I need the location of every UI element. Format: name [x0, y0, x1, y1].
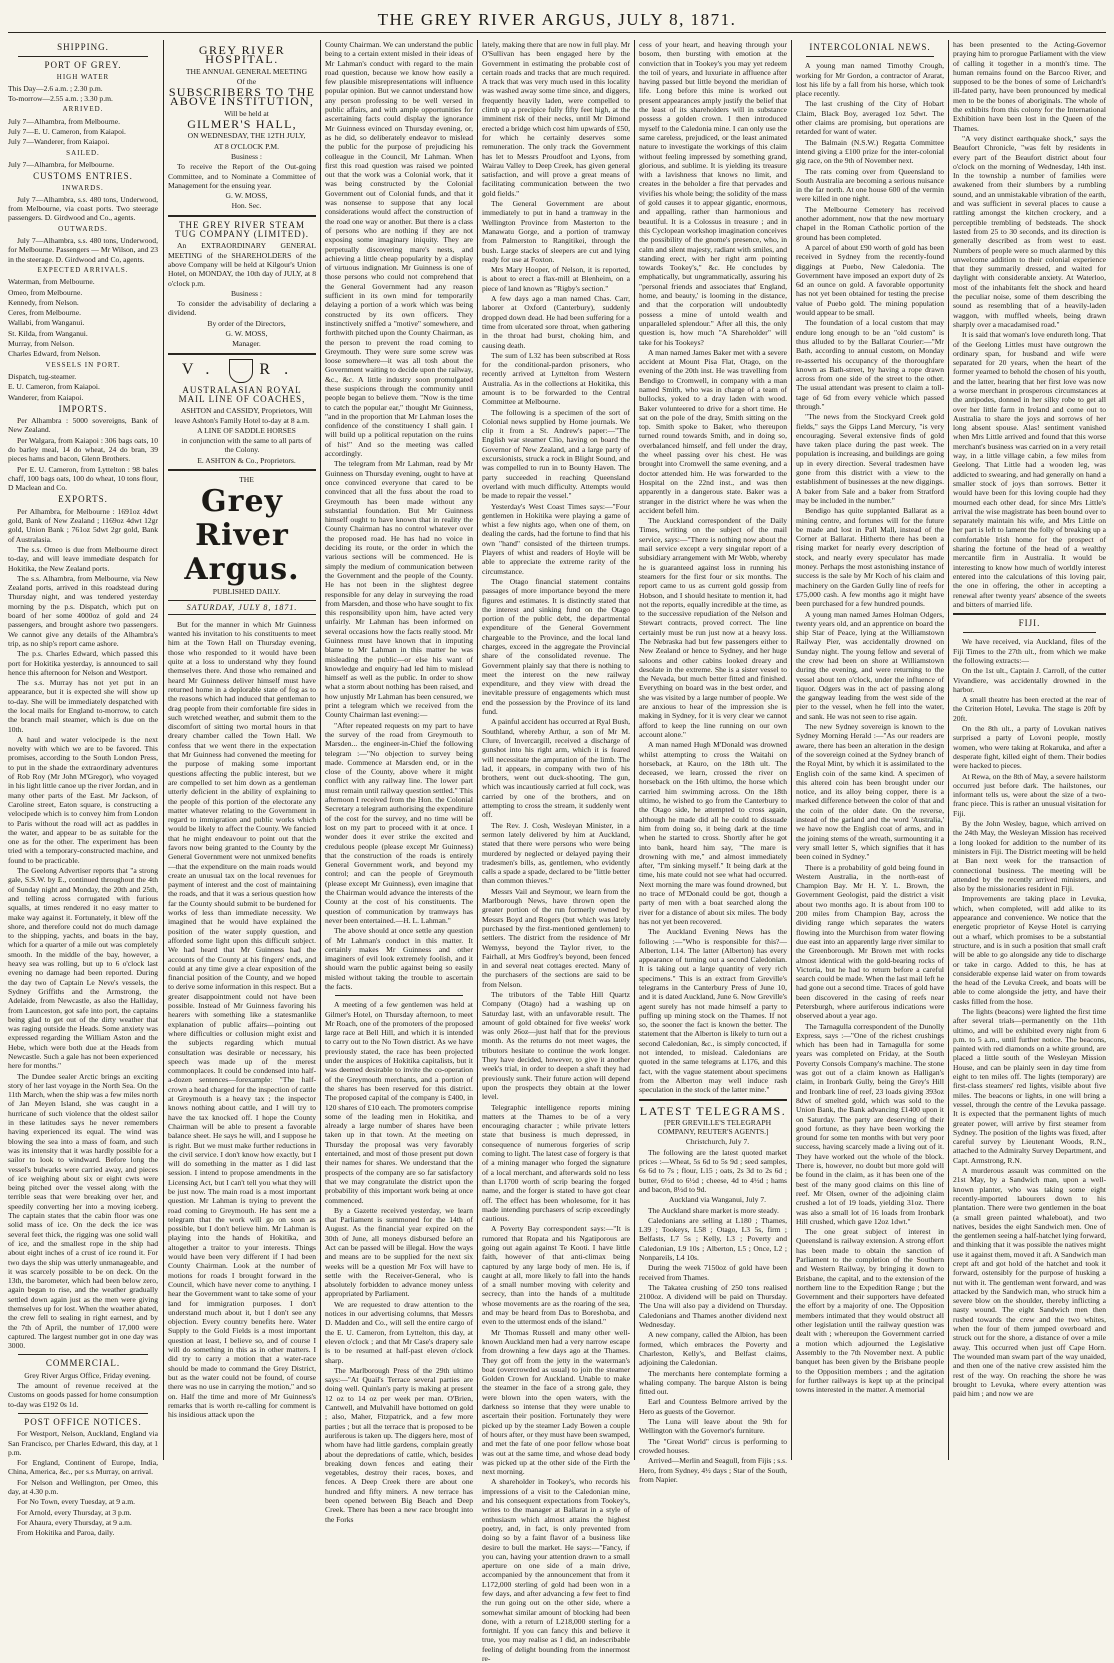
- list-item: For Arnold, every Thursday, at 3 p.m.: [17, 1507, 132, 1517]
- paragraph: The Auckland share market is more steady.: [648, 1205, 779, 1215]
- subheading-expected: EXPECTED ARRIVALS.: [37, 265, 129, 274]
- list-item: This Day—2.6 a.m. ; 2.30 p.m.: [8, 83, 103, 93]
- paragraph: A meeting of a few gentlemen was held at Gilmer's Hotel, on Thursday afternoon, to meet Mr Roach, one of the promoters of the proposed large race at Bell Hill, and which it is intended to carry out to the No Town district. As we have previously stated, the race has been projected under the auspices of Hokitika capitalists, but it was deemed desirable to invite the co-operation of the Greymouth merchants, and a portion of the shares has been reserved for this district. The proposed capital of the company is £400, in 120 shares of £10 each. The promoters comprise some of the leading men in Hokitika, and already a large number of shares have been taken up in that town. At the meeting on Thursday the proposal was very favorably entertained, and most of those present put down their names for shares. We understand that the prospects of the company are so far satisfactory that we may congratulate the district upon the probability of this important work being at once commenced.: [325, 1000, 473, 1205]
- list-item: For Ahaura, every Thursday, at 9 a.m.: [17, 1517, 132, 1527]
- paragraph: The Auckland Evening News has the following :—"Who is responsible for this?—Alberton, L14. The latter (Alberton) has every appearance of turning out a second Caledonian. It is taking out a large quantity of very rich specimens." This is an extract from Greville's telegrams in the Canterbury Press of June 10, and it is dated Auckland, June 6. Now Greville's agent surely has not made himself a party to puffing up mining stock on the Thames. If not so, the sooner the fact is known the better. The statement that the Alberton is likely to turn out a second Caledonian, &c., is simply concocted, if not intended, to mislead. Caledonians are quoted in the same telegrams at L176, and this fact, with the vague statement about specimens from the Alberton may well induce rash speculation in the stock of the latter mine.": [639, 927, 787, 1095]
- paragraph: A young man named Timothy Crough, working for Mr Gordon, a contractor of Ararat, lost his life by a fall from his horse, which took place recently.: [796, 61, 944, 99]
- advert-line: in conjunction with the same to all parts of the Colony.: [181, 436, 312, 455]
- paper-date: SATURDAY, JULY 8, 1871.: [168, 600, 316, 615]
- divider: [639, 1099, 787, 1101]
- masthead-title: THE GREY RIVER ARGUS, JULY 8, 1871.: [377, 10, 737, 29]
- paragraph: Mrs Mary Hooper, of Nelson, it is reported, is about to erect a flax-mill at Blenheim, on a piece of land known as "Rigby's section.": [482, 265, 630, 293]
- paragraph: Per Walgara, from Kaiapoi : 306 bags oats, 10 do barley meal, 14 do wheat, 24 do bran, 39 pieces hams and bacon, Glenn Brothers.: [8, 435, 158, 464]
- subheading-sailed: SAILED.: [66, 148, 100, 157]
- subheading-high-water: HIGH WATER: [56, 72, 110, 81]
- advert-heading-tug: THE GREY RIVER STEAM TUG COMPANY (LIMITED).: [174, 219, 310, 240]
- column-3: [325, 40, 473, 1524]
- paper-title: Grey River Argus.: [184, 484, 300, 588]
- paragraph: The amount of revenue received at the Customs on goods passed for home consumption to-day was £192 0s 1d.: [8, 1381, 158, 1409]
- divider: [963, 632, 1096, 633]
- list-item: From Hokitika and Paroa, daily.: [17, 1528, 115, 1538]
- paragraph: The Otago financial statement contains passages of more importance beyond the mere figures and estimates. It is distinctly stated that the interest and sinking fund on the Otago portion of the public debt, the departmental expenditure of the General Government chargeable to the Province, and the local land charges, exceed in the aggregate the Provincial share of the consolidated revenue. The Government plainly say that there is nothing to meet the interest on the new railway expenditure, and they view with dread the inevitable pressure of engagements which must end the possession by the Province of its land fund.: [482, 576, 630, 717]
- advert-line-large: SUBSCRIBERS TO THE ABOVE INSTITUTION,: [168, 85, 316, 109]
- paragraph: The Dundee sealer Arctic brings an exciting story of her last voyage in the North Sea. On the 11th March, when the ship was a few miles north of Jan Meyen Island, she was caught in a hurricane of such violence that the oldest sailor in these latitudes says he never remembers having experienced its equal. The wind was blowing the sea into a mass of foam, and such was its intensity that it was hardly possible for a sailor to look to windward. Before long the vessel's bulwarks were carried away, and pieces of ice weighing about six or eight cwts were being pitched over the vessel along with the terrible seas that were breaking over her, and speedily converting her into a moving iceberg. The captain states that the cabin floor was one solid mass of ice. On the deck the ice was several feet thick, the rigging was one solid wall of ice, and the smallest rope in the ship had about eight inches of a crust of ice round it. For two days the ship was utterly unmanageable, and it was scarcely possible to be on deck. On the 13th, the barometer, which had been below zero, again began to rise, and the weather gradually settled down again just as the men were giving themselves up for lost. When the weather abated, the crew fell to sealing in right earnest, and by the 7th of April, the number of 17,000 were captured. The largest number got in one day was 3000.: [8, 1071, 158, 1351]
- paragraph: A man named James Baker met with a severe accident at Mount Pisa Flat, Otago, on the evening of the 20th inst. He was travelling from Bendigo to Cromwell, in company with a man named Smith, who was in charge of a team of bullocks, yoked to a dray laden with wood. Baker volunteered to drive for a short time. He sat on the pole of the dray, Smith sitting on the top. Smith spoke to Baker, who thereupon turned round towards Smith, and in doing so, overbalanced himself, and fell under the dray, the wheel passing over his chest. He was brought into Cromwell the same evening, and a doctor attended him. He was forwarded to the Hospital on the 22nd inst., and was then apparently in a dangerous state. Baker was a stranger in the district where he was when the accident befell him.: [639, 347, 787, 515]
- paragraph: It is said that woman's love endureth long. That of the Geelong Littles must have outgrown the ordinary span, for husband and wife were separated for 20 years, when the heart of the former yearned to behold the chosen of his youth, and the latter, hearing that her first love was now a worse merchant in prosperous circumstances at the antipodes, donned in her silky robe to get all over her little farm in Ireland and come out to Australia to share the joys and sorrows of her long absent spouse. Alas! sentiment vanished when Mrs Little arrived and found that this worse merchant's business was carried on in a very retail way, in a little village cabin, a few miles from Geelong. That Little had a wooden leg, was addicted to swearing, and had generally on hand a smaller stock of joys than sorrows. Better it would have been for this loving couple had they mourned each other dead, for since Mrs Little's arrival the wise magistrate has been bound over to separately maintain his wife, and Mrs Little on her part is left to lament the folly of breaking up a comfortable Irish home for the prospect of sharing the fortune of the head of a wealthy mercantile firm in Australia. It would be interesting to know how much of worldly interest entered into the calculations of this loving pair, the one in offering, the other in accepting a renewal after twenty years' absence of the sweets and bitters of married life.: [953, 330, 1107, 609]
- paragraph: The above should at once settle any question of Mr Lahman's conduct in this matter. It certainly makes Mr Guinness and other imaginers of evil look extremely foolish, and it should warn the public against being so easily misled without taking the trouble to ascertain the facts.: [325, 926, 473, 991]
- crest-shield-icon: [229, 359, 253, 383]
- paragraph: A murderous assault was committed on the 21st May, by a Sandwich man, upon a well-known planter, who was taking some eight recently-imported labourers down to his plantation. There were two gentlemen in the boat (a small green painted whaleboat), and two natives, besides the eight Sandwich men. One of the gentlemen seeing a half-hatchet lying forward, and thinking that it was possible the natives might use it against them, moved it aft. A Sandwich man crept aft and got hold of the hatchet and took it forward, ostensibly for the purpose of husking a nut with it. The gentleman went forward, and was attacked by the Sandwich man, who struck him a severe blow on the shoulder, thereby inflicting a nasty wound. The eight Sandwich men then rushed towards the crew and the two whites, when the four of them jumped overboard and struck out for the shore, a distance of over a mile away. This occurred when just off Cape Horn. The wounded man swam part of the way unaided, and then one of the native crew assisted him the rest of the way. On reaching the shore he was brought to Levuka, where every attention was paid him ; and now we are: [953, 1166, 1106, 1399]
- advert-line: Business :: [230, 151, 262, 161]
- advert-line: Will be held at: [224, 108, 269, 118]
- advert-line: By order of the Directors,: [207, 318, 286, 328]
- paragraph: A young man named James Holman Odgers, twenty years old, and an apprentice on board the ship Star of Peace, lying at the Williamstown Railway Pier, was accidentally drowned on Sunday night. The young fellow and several of the crew had been on shore at Williamstown during the evening, and were returning to the vessel about ten o'clock, under the influence of liquor. Odgers was in the act of passing along the gangway leading from the west side of the pier to the vessel, when he fell into the water, and sank. He was not seen to rise again.: [796, 609, 944, 721]
- paragraph: Mr Thomas Russell and many other well-known Auckland men had a very narrow escape from drowning a few days ago at the Thames. They got off from the jetty in the waterman's boat (overcrowded as usual) to join the steamer Golden Crown for Auckland. Unable to make the steamer in the face of a strong gale, they were blown into the open waters, with the darkness so intense that they were unable to ascertain their position. Fortunately they were picked up by the steamer Lady Bowen a couple of hours after, or they must have been swamped, and met the fate of one poor fellow whose boat was out at the same time, and whose dead body was picked up at the other side of the Firth the next morning.: [482, 1327, 630, 1477]
- column-rule: [477, 40, 478, 1460]
- paragraph: Per Alhambra, for Melbourne : 1691oz 4dwt gold, Bank of New Zealand ; 1169oz 4dwt 12gr gold, Union Bank ; 761oz 5dwt 2gr gold, Bank of Australasia.: [8, 506, 158, 544]
- crest-letter-r: R.: [259, 361, 303, 379]
- paragraph: Caledonians are selling at L180 ; Thames, L39 ; Tookeys, L58 ; Otago, L3 5s, firm ; Belfasts, L7 5s ; Kelly, L3 ; Poverty and Caledonian, L9 10s ; Alberton, L5 ; Once, L2 ; Nonpareils, L4 10s.: [639, 1215, 787, 1262]
- leader-paragraph: But for the manner in which Mr Guinness wanted his invitation to his constituents to meet him at the Town Hall on Thursday evening, those who responded to it would have been quite at a loss to understand why they found themselves there. And those who remained and heard Mr Guinness deliver himself must have returned home in a deplorable state of fog as to the reasons which had induced that gentleman to drag people from their comfortable fire sides in such wretched weather, and submit them to the discomfort of sitting two mortal hours in that dreary chamber called the Town Hall. We confess that we went there in the expectation that Mr Guinness had convened the meeting for the purpose of making some important questions affecting the public interest, but we are compelled to set him down as a gentleman utterly deficient in the ability of explaining to the people of this portion of the electorate any matter whatever relating to the Government in regard to immigration and public works which would be likely to affect the County. We fancied that he might endeavour to point out that the favors now being granted to the County by the General Government were not unmixed benefits—that the expenditure on the main roads would create an unusual tax on the local revenues for payment of interest and the cost of maintaining the roads, and that it was a serious question how far the County should submit to be burdened for works of less than immediate necessity. We imagined that he would have explained the position of the water supply question, and afforded some light upon this difficult subject. We had heard that Mr Guinness had the accounts of the County at his fingers' ends, and could at any time give a clear exposition of the financial position of the County, and we hoped to derive some information in this respect. But a greater disappointment could not have been possible. Instead of Mr Guinness favoring his hearers with something like a statesmanlike explanation of public affairs—pointing out where difficulties or collusion might exist and the subjects regarding which mutual consultation was desirable or necessary, his speech was made up of the merest commonplaces. It could be condensed into half-a-dozen sentences—forexample: "The half-crown a head charged for the inspection of cattle at Greymouth is a heavy tax ; the inspector knows nothing about cattle, and I will try to have the tax knocked off. I hope the County Chairman will be able to present a favorable balance sheet. He says he will, and I suppose he is right. But we must make further reductions in the civil service. I don't know how exactly, but I will do something in the matter as I did last session. I intend to propose amendments in the Licensing Act, but I can't tell you what they will be just now. The main road is a most important question. Mr Lahman is trying to prevent the road coming to Greymouth. He has sent me a telegram that the work will go on soon as possible, but I don't believe him. Mr Lahman is playing into the hands of Hokitika, and altogether a traitor to your interests. Things would have been very different if I had been County Chairman. Look at the number of motions for roads I brought forward in the Council, which have never come to anything. I hear the Government want to take some of your land for immigration purposes. I don't understand much about it, but I don't see any objection. Every country benefits here. Water Supply to the Gold Fields is a most important question at least, I believe so, and of course I will do something in this as in other matters. I did try to carry a motion that a water-race should be made to command the Grey District, but as the water could not be found, of course there was no use in carrying the motion," and so on. Half the time and more of Mr Guinness's remarks that is worth re-calling for comment is his insidious attack upon the: [168, 619, 316, 1420]
- paragraph: cess of your heart, and heaving through your bosom, then bursting with emotion at the conviction that in Tookey's you may yet redeem the toil of years, and luxuriate in affluence after having passed but little beyond the meridian of life. Long before this mine is worked out present appearances amply justify the belief that the least of its shareholders will in substance possess a golden crown. I then introduced myself to the Caledonia mine. I can only use the same careless, prejudiced, or the least animated nature to investigate the workings of this claim without feeling impressed by something grand, glorious, and sublime. It is yielding its treasure with a lavishness that knows no limit, and creates in the beholder a fire that pervades and vivifies his whole being; the solidity of the mass of gold causes it to appear gigantic, enormous, and appalling, rather than harmonious and beautiful. It is a Colossus in treasure ; and in this Cyclopean workshop imagination conceives the possibility of the gnome's presence, who, in calm and silent majesty, radiant with smiles, and standing erect, with her right arm pointing towards Tookey's," &c. He concludes by emphatically, but ungrammatically, assuring his "personal friends and associates that' England, home, and beauty,' is looming in the distance, and that the corporation will undoubtedly possess a mine of untold wealth and unparalleled splendour." After all this, the only question is, how much "A Shareholder" will take for his Tookeys?: [639, 40, 787, 347]
- paragraph: The s.s. Alhambra, from Melbourne, via New Zealand ports, arrived in this roadstead during Thursday night, and was tendered yesterday morning by the p.s. Dispatch, which put on board of her some 4000oz of gold and 24 passengers, and brought ashore two passengers. We cannot give any details of the Alhambra's trip, as no ship's report came ashore.: [8, 573, 158, 648]
- paragraph: The Takatea crushing of 250 tons realised 2100oz. A dividend will be paid on Thursday. The Una will also pay a dividend on Thursday. Caledonians and Thames another dividend next Wednesday.: [639, 1282, 787, 1330]
- paragraph: Per E. U. Cameron, from Lyttelton : 98 bales chaff, 100 bags oats, 100 do wheat, 10 tons flour, D Maclean and Co.: [8, 464, 158, 493]
- list-item: Wanderer, from Kaiapoi.: [8, 392, 84, 402]
- paragraph: Telegraphic intelligence reports mining matters at the Thames to be of a very encouraging character ; while private letters state that business is much depressed, in consequence of numerous forgeries of scrip coming to light. The latest case of forgery is that of a mining manager who forged the signature of a local merchant, and afterwards sold no less than L1700 worth of scrip bearing the forged name, and the forger is stated to have got clear off. The effect has been wholesome, for it has made intending purchasers of scrip exceedingly cautious.: [482, 1102, 630, 1224]
- paragraph: An EXTRAORDINARY GENERAL MEETING of the SHAREHOLDERS of the above Company will be held at Kilgour's Union Hotel, on MONDAY, the 10th day of JULY, at 8 o'clock p.m.: [168, 241, 316, 288]
- paragraph: Earl and Countess Belmore arrived by the Hero as guests of the Governor.: [639, 1397, 787, 1416]
- list-item: Wallabi, from Wanganui.: [8, 318, 85, 328]
- subheading-in-port: VESSELS IN PORT.: [45, 360, 121, 369]
- list-item: Charles Edward, from Nelson.: [8, 349, 101, 359]
- column-6: [796, 40, 944, 1460]
- paragraph: The Luna will leave about the 9th for Wellington with the Governor's furniture.: [639, 1417, 787, 1436]
- paragraph: The one great subject of interest in Queensland is railway extension. A strong effort has been made to obtain the sanction of Parliament to the completion of the Southern and Western Railway, by bringing it down to Brisbane, the capital, and to the extension of the northern line to the Expedition Range ; but the Government and their supporters have defeated the effort by a majority of one. The Opposition members intimated that they would obstruct all other legislation until the railway question was dealt with ; whereupon the Government carried a motion which adjourned the Legislative Assembly to the 7th November next. A public banquet has been given by the Brisbane people to the Opposition members ; and the agitation for further railways is kept up at the principal towns interested in the matter. A memorial: [796, 1227, 944, 1395]
- list-item: For No Town, every Tuesday, at 9 a.m.: [17, 1497, 136, 1507]
- paragraph: The foundation of a local custom that may endure long enough to be an "old custom" is thus alluded to by the Ballarat Courier:—"Mr Bath, according to annual custom, on Monday re-asserted his occupancy of the thoroughfare known as Bath-street, by having a rope drawn across from one side of the street to the other. The usual attendant was present to claim a toll-tage of 6d from every vehicle which passed through.": [796, 318, 944, 411]
- paragraph: "The news from the Stockyard Creek gold fields," says the Gipps Land Mercury, "is very encouraging. Several extensive finds of gold have taken place during the past week. The population is increasing, and buildings are going up in every direction. Several tradesmen have gone from this district with a view to the establishment of businesses at the new diggings. A baker from Sale and a baker from Stratford may be included in the number.": [796, 412, 944, 505]
- divider: [168, 469, 316, 471]
- paragraph: We are requested to draw attention to the notices in our advertising columns, that Messrs D. Madden and Co., will sell the entire cargo of the E. U. Cameron, from Lyttelton, this day, at eleven o'clock ; and that Mr Case's drapery sale is to be resumed at half-past eleven o'clock sharp.: [325, 1299, 473, 1365]
- subheading-outwards: OUTWARDS.: [58, 224, 108, 233]
- list-item: Waterman, from Melbourne.: [8, 277, 95, 287]
- divider: [18, 1354, 148, 1355]
- paragraph: The Rev. J. Cosh, Wesleyan Minister, in a sermon lately delivered by him at Auckland, stated that there were persons who were being murdered by neglected or delayed paying their tradesmen's bills, as, gentlemen, who evidently calls a spade a spade, declared to be "little better than common thieves.": [482, 820, 630, 886]
- column-rule: [163, 40, 164, 1460]
- paragraph: The Tarnagulla correspondent of the Dunolly Express, says :—"One of the richest crushings which has been had in Tarnagulla for some years was completed on Friday, at the South Poverty Consols Company's machine. The stone was got out of a claim known as Halligan's claim, in Ironbark Gully, being the Grey's Hill and Ironbark line of reef, 23 loads giving 393oz 8dwt of smelted gold, which was sold to the Union Bank, the Bank advancing £1400 upon it on Saturday. The party are deserving of their good fortune, as they have been working the ground for some ten months with but very poor success, having scarcely made a living out of it. They have worked out the whole of the block. There is, however, no doubt but more gold will be found in the claim, as it has been one of the best of the many good claims on this line of reef. Mr Olsen, owner of the adjoining claim crushed a lot of 19 loads, yielding 31oz. There was also a small lot of 16 loads from Ironbark Hill crushed, which gave 12oz 1dwt.": [796, 1021, 944, 1226]
- section-heading-commercial: COMMERCIAL.: [45, 1358, 121, 1369]
- paragraph: The Geelong Advertiser reports that "a strong gale, S.S.W. by E., continued throughout the 4th of Sunday night and Monday, the 20th and 25th, and telling across corrugated with furious squalls, at times rendered it no easy matter to make way against it. Fortunately, it blew off the shore, and therefore could not do much damage to the shipping, yachts, and boats in the bay, which for a quarter of a mile out was completely smooth. In the middle of the bay, however, a heavy sea was rolling, but up to 6 o'clock last evening no damage had been reported. During the day two of Captain Le Neve's vessels, the Sydney Griffiths and the Armstrong, the Adelaide, from Newcastle, as also the Halliday, from Launceston, got safe into port, the captains being glad to get out of the dirty weather that was raging outside the Heads. Some anxiety was expressed regarding the William Aston and the Hebe, which were both due at the Heads from Newcastle. Such a gale has not been experienced here for months.": [8, 866, 158, 1071]
- dateline: Christchurch, July 7.: [685, 1137, 750, 1147]
- paragraph: On the 8th ult., a party of Lovukan natives surprised a party of Lovoni people, mostly women, who were taking at Rokaruka, and after a desperate fight, killed eight of them. Their bodies were hacked to pieces.: [953, 724, 1106, 771]
- signature-role: Manager.: [232, 339, 261, 349]
- paragraph: Yesterday's West Coast Times says:—"Four gentlemen in Hokitika were playing a game of whist a few nights ago, when one of them, on dealing the cards, had the fortune to find that his own "hand" consisted of the thirteen trumps. Players of whist and readers of Hoyle will be able to appreciate the extreme rarity of the circumstance.: [482, 501, 630, 576]
- section-heading-shipping: SHIPPING.: [57, 42, 109, 52]
- advert-line: ASHTON and CASSIDY, Proprietors, Will leave Ashton's Family Hotel to-day at 8 a.m.: [174, 406, 313, 425]
- divider: [18, 1413, 148, 1414]
- paragraph: The tributors of the Table Hill Quartz Company (Otago) had a washing up on Saturday last, with an unfavorable result. The amount of gold obtained for five weeks' work was only 26oz—just half that for the previous month. As the returns do not meet wages, the tributors hesitate to continue the work longer. They have decided, however, to give it another week's trial, in order to deepen a shaft they had previously sunk. Their future action will depend upon the prospects they obtain at the lower level.: [482, 989, 630, 1102]
- list-item: For Nelson and Wellington, per Omeo, this day, at 4.30 p.m.: [8, 1477, 158, 1497]
- list-item: Ceres, from Melbourne.: [8, 308, 81, 318]
- column-1: [8, 40, 158, 1538]
- paragraph: The Melbourne Cemetery has received another adornment, now that the new mortuary chapel in the Roman Catholic portion of the ground has been completed.: [796, 204, 944, 242]
- list-item: Omeo, from Melbourne.: [8, 287, 83, 297]
- paragraph: A painful accident has occurred at Ryal Bush, Southland, whereby Arthur, a son of Mr M. Clure, of Invercargill, received a discharge of gunshot into his right arm, which it is feared will necessitate the amputation of the limb. The lad, it appears, in company with two of his brothers, went out duck-shooting. The gun, which was incautiously carried at full cock, was carried by one of the brothers, and on attempting to cross the stream, it suddenly went off.: [482, 717, 630, 820]
- crest-letter-v: V.: [181, 361, 224, 379]
- column-5: [639, 40, 787, 1484]
- section-heading-imports: IMPORTS.: [58, 403, 108, 414]
- column-rule: [948, 40, 949, 1460]
- paragraph: The telegram from Mr Lahman, read by Mr Guinness on Thursday evening, ought to have at once convinced everyone that cared to be convinced that all the fuss about the road to Greymouth has been made without any substantial foundation. But Mr Guinness himself ought to have known that in reality the County Chairman has no control whatever over the proposed road. He has had no voice in deciding its route, or the order in which the various sections will be commenced. He is simply the medium of communication between the Government and the people of the County. He has not been in the slightest degree responsible for any delay in surveying the road from Marsden, and those who have sought to fix this responsibility upon him, have acted very unfairly. Mr Lahman has been informed on several occasions how the facts really stood. Mr Guinness must have known that in imputing blame to Mr Lahman in this matter he was misleading the public—or else his want of knowledge and enquiry had led him to mislead himself as well as the public. In order to show what a storm about nothing has been raised, and how unjustly Mr Lahman has been censured, we print a telegram which we received from the County Chairman last evening:—: [325, 459, 473, 720]
- paragraph: Per Alhambra : 5000 sovereigns, Bank of New Zealand.: [8, 416, 158, 435]
- telegrams-source: [PER GREVILLE'S TELEGRAPH COMPANY, REUTER'S AGENTS.]: [657, 1117, 772, 1137]
- paper-title-the: THE: [239, 474, 254, 484]
- paragraph: lately, making there that are now in full play. Mr O'Sullivan has been engaged here by the Government in estimating the probable cost of certain roads and tracks that are much required. A track that was very much used in this locality was washed away some time since, and diggers, frequently heavily laden, were compelled to climb up a precipice fully fifty feet high, at the imminent risk of their necks, until Mr Dimond erected a bridge which cost him upwards of £50, for which he certainly deserves some remuneration. The only track the Government has let to Messrs Proudfoot and Lyons, from Wairau Valley to Deep Creek, has given general satisfaction, and will prove a great means of facilitating communication between the two gold fields.": [482, 40, 630, 198]
- advert-heading-hospital: GREY RIVER HOSPITAL.: [198, 43, 286, 67]
- advert-line: Of the: [236, 76, 257, 86]
- paragraph: A shareholder in Tookey's, who records his impressions of a visit to the Caledonian mine, and his consequent expectations from Tookey's, writes to the manager at Ballarat in a style of enthusiasm which almost attains the highest poetry, and, in fact, is only prevented from doing so by a faint flavor of a business like desire to bull the market. He says:—"Fancy, if you can, having your attention drawn to a small aperture on one side of a main drive, accompanied by the announcement that from it L172,000 sterling of gold had been won in a few days, and after advancing a few feet to find the run going out on the other side, where a somewhat similar amount of blocking had been done, with a return of L218,000 sterling for a fortnight. If you can fancy this and believe it true, you may realise as I did, an indescribable feeling of delight bounding from the innermost re-: [482, 1477, 630, 1663]
- column-4: [482, 40, 630, 1663]
- section-heading-telegrams: LATEST TELEGRAMS.: [639, 1103, 787, 1118]
- paragraph: Bendigo has quite supplanted Ballarat as a mining centre, and fortunes will for the future be made and lost in Pall Mall, instead of the Corner at Ballarat. Hitherto there has been a rising market for nearly every description of stock, and nearly every speculator has made money. Perhaps the most astonishing instance of success is the sale by Mr Koch of his claim and machinery on the Garden Gully line of reefs for £75,000 cash. A few months ago it might have been purchased for a few hundred pounds.: [796, 506, 944, 609]
- column-7: [953, 40, 1106, 1460]
- section-heading-post-office: POST OFFICE NOTICES.: [24, 1416, 142, 1427]
- paragraph: July 7—Alhambra, s.s. 480 tons, Underwood, from Melbourne, via coast ports. Two steerage passengers. D. Girdwood and Co., agents.: [8, 194, 158, 223]
- paragraph: The sum of L32 has been subscribed at Ross for the conditional-pardon prisoners, who recently arrived at Lyttelton from Western Australia. As in the collections at Hokitika, this amount is to be forwarded to the Central Committee at Melbourne.: [482, 350, 630, 407]
- paper-published: PUBLISHED DAILY.: [212, 587, 281, 597]
- section-heading-port: PORT OF GREY.: [44, 60, 122, 71]
- section-heading-customs: CUSTOMS ENTRIES.: [33, 171, 133, 182]
- list-item: July 7—E. U. Cameron, from Kaiapoi.: [8, 127, 126, 137]
- column-rule: [791, 40, 792, 1460]
- paragraph: To receive the Report of the Out-going Committee, and to Nominate a Committee of Management for the ensuing year.: [168, 162, 316, 190]
- list-item: Kennedy, from Nelson.: [8, 297, 79, 307]
- advert-heading-coaches: AUSTRALASIAN ROYAL MAIL LINE OF COACHES,: [178, 384, 306, 404]
- divider: [335, 995, 463, 996]
- paragraph: A new company, called the Albion, has been formed, which embraces the Poverty and Charleston, Kelly's, and Belfast claims, adjoining the Caledonian.: [639, 1330, 787, 1368]
- paragraph: The p.s. Charles Edward, which passed this port for Hokitika yesterday, is announced to sail hence this afternoon for Nelson and Westport.: [8, 649, 158, 677]
- paragraph: The following is a specimen of the sort of Colonial news supplied by Home journals. We clip it from a St. Andrew's paper:—"The English war steamer Clio, having on board the Governor of New Zealand, and a large party of excursionists, struck a rock in Blight Sound, and was compelled to run in to Bounty Haven. The party succeeded in reaching Queensland overland with much difficulty. Attempts would be made to repair the vessel.": [482, 407, 630, 501]
- paragraph: At Rewa, on the 8th of May, a severe hailstorm occurred just before dark. The hailstones, our informant tells us, were about the size of a two-franc piece. This is rather an unusual visitation for Fiji.: [953, 771, 1106, 818]
- section-heading-exports: EXPORTS.: [58, 494, 108, 505]
- paragraph: On the 1st ult., Captain J. Carroll, of the cutter Vivandiere, was accidentally drowned in the harbor.: [953, 666, 1106, 694]
- paragraph: By a Gazette received yesterday, we learn that Parliament is summoned for the 14th of August. As the financial year expired on the 30th of June, all moneys disbursed before an Act can be passed will be illegal. How the ways and means are to be supplied for the next six weeks will be a question Mr Fox will have to settle with the Receiver-General, who is absolutely forbidden to advance money unless appropriated by Parliament.: [325, 1205, 473, 1299]
- section-heading-intercolonial: INTERCOLONIAL NEWS.: [809, 42, 931, 52]
- paragraph: A haul and water velocipede is the next novelty with which we are to be favored. This promises, according to the South London Press, to put in the shade the extraordinary adventures of Rob Roy (Mr John M'Gregor), who voyaged in his light little canoe up the river Jordan, and in many other parts of the East. Mr Jackson, of Caroline street, Eaton square, is constructing a velocipede which is to convey him from London to Paris without the road will act as paddles in the water, and appear to be as suitable for the one as for the other. The experiment has been tried with a temporary-constructed machine, and found to be practicable.: [8, 734, 158, 865]
- column-2: [168, 40, 316, 1460]
- paragraph: A Poverty Bay correspondent says:—"It is rumored that Ropata and his Ngatiporous are going out again against Te Kooti. I have little faith, however of that anti-climax being captured by any large body of men. He is, if caught at all, more likely to fall into the hands of a small number moving with celerity and secrecy, than into the hands of a multitude whose movements are as the roaring of the sea, and may be heard from Das to Boreshoba, and even to the uttermost ends of the island.": [482, 1224, 630, 1327]
- column-rule: [320, 40, 321, 1460]
- divider: [168, 353, 316, 355]
- list-item: E. U. Cameron, from Kaiapoi.: [8, 382, 100, 392]
- paragraph: July 7—Alhambra, s.s. 480 tons, Underwood, for Melbourne. Passengers — Mr Wilson, and 23 in the steerage. D. Girdwood and Co, agents.: [8, 236, 158, 264]
- paragraph: We have received, via Auckland, files of the Fiji Times to the 27th ult., from which we make the following extracts:—: [953, 637, 1106, 665]
- column-rule: [634, 40, 635, 1460]
- royal-crest: [168, 359, 316, 383]
- list-item: For Westport, Nelson, Auckland, England via San Francisco, per Charles Edward, this day, at 1 p.m.: [8, 1429, 158, 1457]
- list-item: For England, Continent of Europe, India, China, America, &c., per s.s Murray, on arrival.: [8, 1458, 158, 1477]
- paragraph: Messrs Vail and Seymour, we learn from the Marlborough News, have thrown open the greater portion of the run formerly owned by Messrs Boyd and Rogers (but which was lately purchased by the first-mentioned gentlemen) to settlers. The district from the residence of Mr Wemyss, beyond the Taylor river, to the Fairhall, at Mrs Godfrey's beyond, been fenced in and several neat cottages erected. Many of the purchasers of the sections are said to be from Nelson.: [482, 886, 630, 989]
- paragraph: The s.s. Omeo is due from Melbourne direct to-day, and will leave immediate despatch for Hokitika, the New Zealand ports.: [8, 544, 158, 573]
- paragraph: To consider the advisability of declaring a dividend.: [168, 299, 316, 318]
- paragraph: County Chairman. We can understand the public being to a certain extent misled in their ideas of Mr Lahman's conduct with regard to the main road question, because we know how easily a few plausible misrepresentations will influence popular opinion. But we cannot understand how any person professing to be well versed in public affairs, and with ample opportunities for ascertaining facts could display the ignorance Mr Guinness evinced on Thursday evening, or, as he did, so deliberately endeavor to mislead the public for the purpose of prejudicing his colleague in the Council, Mr Lahman. When first this road question was raised we pointed out that the work was a Colonial work, that it was being constructed by the Colonial Government out of Colonial funds, and that it was nonsense to suppose that any local considerations would affect the construction of the road one way or another. But there is a class of persons who are nothing if they are not exposing some imaginary iniquity. They are perpetually discovering mare's nests, and achieving a little cheap popularity by a display of virtuous indignation. Mr Guinness is one of those persons who could not comprehend that the General Government had any reason sufficient in its own mind for temporarily delaying a portion of a work which was being constructed by its own officers. They instinctively sniffed a "motive" somewhere, and forthwith pitched upon the County Chairman, as the person to prevent the road coming to Greymouth. They were sure some screw was loose somewhere—it was all tosh about the Government waiting to decide upon the railway, &c., &c. A little industry soon promulgated these suspicions through the community until people began to believe them. "Now is the time to catch the popular ear," thought Mr Guinness, "and in the proportion that Mr Lahman loses the confidence of the constituency I shall gain. I will build up a political reputation on the ruins of his!" And so the meeting was called accordingly.: [325, 40, 473, 459]
- divider: [168, 215, 316, 217]
- list-item: July 7—Wanderer, from Kaiapoi.: [8, 137, 110, 147]
- paragraph: The merchants here contemplate forming a whaling company. The barque Alston is being fitted out.: [639, 1368, 787, 1397]
- divider: [806, 56, 934, 57]
- list-item: Murray, from Nelson.: [8, 339, 75, 349]
- paragraph: The following are the latest quoted market prices :—Wheat, 5s 6d to 5s 9d ; seed samples, 6s 6d to 7s ; flour, L15 ; oats, 2s 3d to 2s 6d ; butter, 6½d to 6½d ; cheese, 4d to 4½d ; hams and bacon, 8½d to 9d.: [639, 1147, 787, 1194]
- paragraph: The Marlborough Press of the 29th ultimo says:—"At Quail's Terrace several parties are doing well. Quinlan's party is making at present 12 oz to 14 oz per week per man. O'Brien, Cantwell, and Mulvahill have bottomed on gold ; also, Maher, Fitzpatrick, and a few more parties ; but all the terrace that is proposed to be auriferous is taken up. The diggers here, most of whom have had little gardens, complain greatly about the depredations of cattle, which, besides breaking down fences and eating their vegetables, destroy their races, boxes, and fences. A Deep Creek there are about one hundred and fifty miners. A new terrace has been opened between Big Beach and Deep Creek. There has been a new race brought into the Forks: [325, 1365, 473, 1524]
- advert-line-large: GILMER'S HALL,: [187, 117, 297, 132]
- paragraph: Arrived—Merlin and Seagull, from Fijis ; s.s. Hero, from Sydney, 4½ days ; Star of the South, from Napier.: [639, 1456, 787, 1484]
- subheading-inwards: INWARDS.: [62, 183, 104, 192]
- paragraph: A small theatre has been erected at the rear of the Criterion Hotel, Levuka. The stage is 20ft by 20ft.: [953, 695, 1106, 723]
- paragraph: The last crushing of the City of Hobart Claim, Black Boy, averaged 1oz 5dwt. The other claims are promising, but operations are retarded for want of water.: [796, 99, 944, 137]
- list-item: To-morrow—2.55 a.m. ; 3.30 p.m.: [8, 94, 113, 104]
- list-item: July 7—Alhambra, for Melbourne.: [8, 159, 115, 169]
- advert-line: Business :: [230, 288, 262, 298]
- paragraph: The s.s. Murray has not yet put in an appearance, but it is expected she will show up to-day. She will be immediately despatched with the local mails for England to-morrow, to catch the branch mail steamer, which is due on the 10th.: [8, 678, 158, 734]
- advert-line: A LINE OF SADDLE HORSES: [197, 425, 296, 435]
- paragraph: During the week 7150oz of gold have been received from Thames.: [639, 1263, 787, 1282]
- paragraph: The rats coming over from Queensland to South Australia are becoming a serious nuisance in the far north. At one house 600 of the vermin were killed in one night.: [796, 166, 944, 204]
- subheading-arrived: ARRIVED.: [62, 105, 104, 114]
- paragraph: "After repeated requests on my part to have the survey of the road from Greymouth to Marsden... the engineer-in-Chief the following telegram :—"No objection to survey being made. Commence at Marsden end, or in the close of the County, above where it might conflict with any railway line. The lower part must remain until railway question settled." This afternoon I received from the Hon. the Colonial Secretary a telegram authorising the expenditure of the cost for the survey, and no time will be lost on my part to proceed with it at once. I wonder does it ever strike the excited and credulous people (please except Mr Guinness) that the construction of the roads is entirely General Government work, and beyond my control; and can the people of Greymouth (please except Mr Guinness), even imagine that the Chairman would advance the interests of the County at the cost of his constituents. The question of communication by tramways has never been entertained.—H. L. Lahman.": [325, 720, 473, 925]
- divider: [18, 56, 148, 57]
- list-item: St. Kilda, from Wanganui.: [8, 328, 88, 338]
- paragraph: The new Sydney sovereign is known to the Sydney Morning Herald :—"As our readers are aware, there has been an alteration in the design of the sovereign coined at the Sydney branch of the Royal Mint, by which it is assimilated to the English coin of the same kind. A specimen of this altered coin has been brought under our notice, and its alloy being copper, there is a marked difference between the color of that and the coin of the older date. On the reverse, instead of the garland and the word 'Australia,' we have now the English coat of arms, and in the joining stems of the wreath, surmounting it a very small letter S, which signifies that it has been coined in Sydney.": [796, 722, 944, 862]
- paragraph: By the John Wesley, bague, which arrived on the 24th May, the Wesleyan Mission has received a long looked for addition to the number of its ministers in Fiji. The District meeting will be held at Ban next week for the transaction of connectional business. The meeting will be attended by the recently arrived ministers, and also by the missionaries resident in Fiji.: [953, 819, 1106, 894]
- paragraph: The "Great World" circus is performing to crowded houses.: [639, 1436, 787, 1455]
- paragraph: A parcel of about £90 worth of gold has been received in Sydney from the recently-found diggings at Puebo, New Caledonia. The Government have imposed an export duty of 2s 6d an ounce on gold. A favorable opportunity has not yet been obtained for testing the precise value of Puebo gold. The mining population would appear to be small.: [796, 242, 944, 318]
- list-item: July 7—Alhambra, from Melbourne.: [8, 116, 120, 126]
- paragraph: "A very distinct earthquake shock," says the Beaufort Chronicle, "was felt by residents in every part of the Beaufort district about four o'clock on the morning of Wednesday, 14th inst. In the township a number of families were awakened from their slumbers by a rumbling sound, and an unmistakable vibration of the earth, and was sufficient in several places to cause a rattling amongst the kitchen crockery, and a perceptible trembling of bedsteads. The shock lasted from 25 to 30 seconds, and its direction is generally described as from west to east. Numbers of people were so much alarmed by this unwelcome addition to their colonial experience that they summarily dressed, and waited for daylight with considerable anxiety. At Waterloo, most of the inhabitants felt the shock and heard the peculiar noise, some of them describing the sound as resembling that of a heavily-laden waggon, with muffled wheels, being drawn sharply over a macadamised road.": [953, 133, 1106, 329]
- paragraph: The lights (beacons) were lighted the first time after several trials—permanently on the 11th ultimo, and will be exhibited every night from 6 p.m. to 5 a.m., until further notice. The beacons, painted with red diamonds on a white ground, are placed a little south of the Wesleyan Mission House, and can be plainly seen in day time from eight to ten miles off. The lights (temporary) are first-class steamers' red lights, visible about five miles. The beacons or lights, in one will bring a vessel, through the centre of the Levuka passage. It is expected that the permanent lights of much greater power, will arrive by first steamer from Sydney. The position of the lights was fixed, after careful survey by Lieutenant Woods, R.N., attached to the Admiralty Survey Department, and Capt. Armstrong, R.N.: [953, 1006, 1106, 1165]
- signature: G. W. MOSS,: [225, 191, 268, 201]
- paragraph: A few days ago a man named Chas. Carr, laborer at Oxford (Canterbury), suddenly dropped down dead. He had been suffering for a time from ulcerated sore throat, when gathering in the throat had burst, choking him, and causing death.: [482, 294, 630, 350]
- masthead: [8, 8, 1106, 33]
- paragraph: There is a probability of gold being found in Western Australia, in the north-east of Champion Bay. Mr H. Y. L. Brown, the Government Geologist, paid the district a visit about two months ago. It is about from 100 to 200 miles from Champion Bay, across the dividing range which separates the waters flowing into the Murchison from water flowing due east into an apparently large river similar to the Greenborough. Mr Brown met with rocks almost identical with the gold-bearing rocks of Victoria, but he had to return before a careful search could be made. When the last mail left he had gone out a second time. Traces of gold have been discovered in the casing of reefs near Petersburgh, where auriferous indications were observed about a year ago.: [796, 862, 944, 1021]
- paragraph: The Auckland correspondent of the Daily Times, writing on the subject of the mail service, says:—"There is nothing now about the mail service except a very singular report of a subsidiary arrangement with Mr Webb, whereby he is guaranteed against loss in running his steamers for the first four or six months. The report came to us as current gold gossip from Hobson, and I should hesitate to mention it, had not the reports, equally incredible at the time, as to the successive repudiation of the Nelson and Stewart contracts, proved correct. The line certainly must be run just now at a heavy loss. The Nebraska had but few passengers either to New Zealand or hence to Sydney, and her huge saloons and other cabins looked dreary and desolate in the extreme. She is a sister vessel to the Nevada, but much better fitted and finished. Everything on board was in the best order, and she was visited by a large number of people. We are anxious to hear of the impression she is making in Sydney, for it is very clear we cannot afford to keep the line running on our own account alone.": [639, 516, 787, 739]
- advert-line: THE ANNUAL GENERAL MEETING: [185, 66, 308, 76]
- divider: [953, 613, 1106, 615]
- list-item: Dispatch, tug-steamer.: [8, 371, 77, 381]
- paragraph: A man named Hugh M'Donald was drowned whilst attempting to cross the Waitahi on horseback, at Kauro, on the 18th ult. The deceased, we learn, crossed the river on horseback on the 16th ultimo, the horse which carried him swimming across. On the 18th ultimo, he wished to go from the Canterbury to the Otago side, he attempted to cross again, although he made did all he could to dissuade him from doing so, it being dark at the time when he started to cross. Shortly after he got into bank, heard him say, "The mare is drowning with me," and almost immediately after, "I'm sinking myself." It being dark at the time, his mate could not see what had occurred. Next morning the mare was found drowned, but no trace of M'Donald could be got, though a party of men with a boat searched along the river for a distance of about six miles. The body has not yet been recovered.: [639, 740, 787, 926]
- paragraph: The Balmain (N.S.W.) Regatta Committee intend giving a £100 prize for the inter-colonial gig race, on the 9th of November next.: [796, 137, 944, 166]
- paragraph: Improvements are taking place in Levuka, which, when completed, will add alike to its appearance and convenience. We notice that the energetic proprietor of Keyse Hotel is carrying out a wharf, which promises to be a substantial structure, and is in such a position that small craft will be able to go alongside any tide to discharge or take in cargo. Added to this, he has at considerable expense laid water on from towards the head of the Levuka Creek, and boats will be able to come alongside the jetty, and have their casks filled from the hose.: [953, 894, 1106, 1006]
- advert-line: AT 8 O'CLOCK P.M.: [213, 141, 280, 151]
- dateline: Auckland via Wanganui, July 7.: [668, 1195, 767, 1205]
- commercial-office: Grey River Argus Office, Friday evening.: [24, 1370, 151, 1380]
- paragraph: has been presented to the Acting-Governor praying him to prorogue Parliament with the view of calling it together in a month's time. The human remains found on the Barcoo River, and supposed to be the bones of some of Leichardt's ill-fated party, have been pronounced by medical men to be the bones of aboriginals. The whole of the exhibits from this colony for the International Exhibition have been lost in the Queen of the Thames.: [953, 40, 1106, 133]
- signature: E. ASHTON & Co., Proprietors.: [197, 455, 296, 465]
- advert-line: ON WEDNESDAY, THE 12TH JULY,: [187, 131, 306, 141]
- signature-role: Hon. Sec.: [231, 201, 262, 211]
- section-heading-fiji: FIJI.: [1018, 618, 1041, 629]
- paragraph: The General Government are about immediately to put in hand a tramway in the Wellington Province from Masterton to the Manawatu Gorge, and a portion of tramway from Palmerston to Rangitikei, through the bush. Large stacks of sleepers are cut and lying ready for use at Foxton.: [482, 199, 630, 264]
- signature: G. W. MOSS,: [225, 329, 268, 339]
